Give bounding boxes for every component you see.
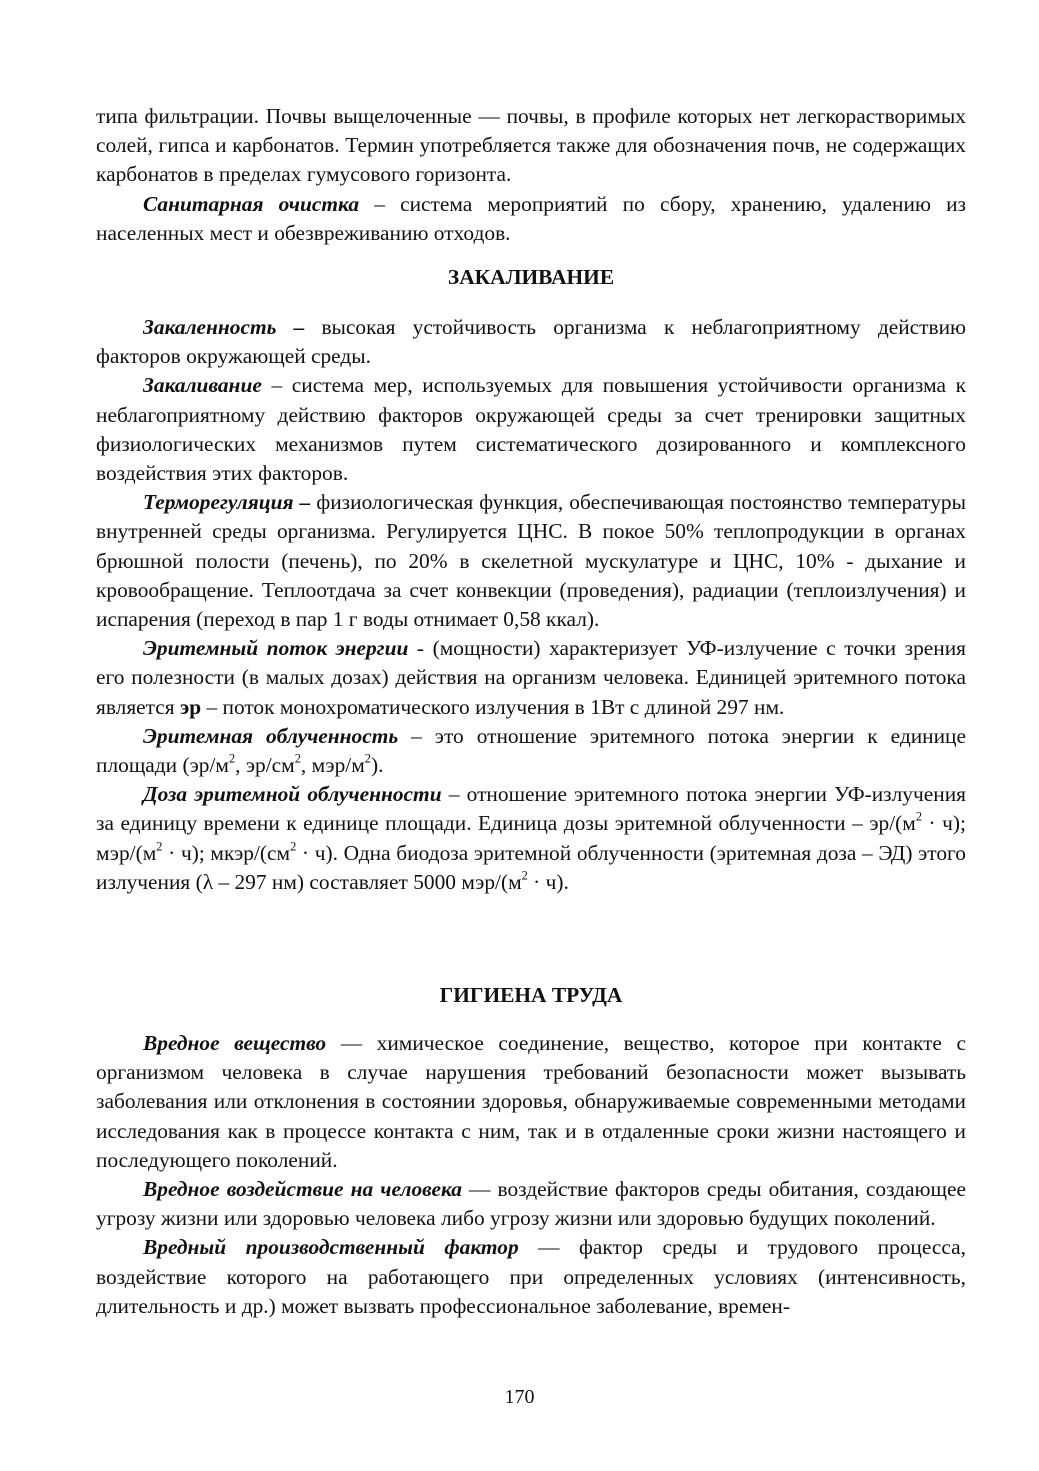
superscript: 2 [228,751,236,766]
definition-text: – отношение эритемного потока энергии УФ-излучения за единицу времени к единице площади. Единица дозы эритемной облученности – эр/(м [96,782,966,836]
definition-text: - (мощности) характеризует УФ-излучение с точки зрения его полезности (в малых дозах) действия на организм человека. Единицей эритемного потока является [96,636,966,719]
superscript: 2 [290,839,297,854]
term: Эритемный поток энергии [143,636,409,661]
definition-text: – система мероприятий по сбору, хранению, удалению из населенных мест и обезвреживанию отходов. [96,191,966,245]
definition-erythemal-irradiance [96,722,966,780]
superscript: 2 [364,751,371,766]
superscript: 2 [521,868,528,883]
definition-text: · ч). Одна биодоза эритемной облученности (эритемная доза – ЭД) этого излучения (λ – 297 нм) составляет 5000 мэр/(м [96,840,966,894]
term: Вредное воздействие на человека [143,1177,462,1202]
definition-text: · ч); мэр/(м [96,811,966,865]
definition-text: · ч). [527,869,569,894]
definition-text: – это отношение эритемного потока энергии к единице площади (эр/м [96,723,966,778]
paragraph-text: типа фильтрации. Почвы выщелоченные — почвы, в профиле которых нет легкорастворимых солей, гипса и карбонатов. Термин употребляется также для обозначения почв, не содержащих карбонатов в пределах гумусового горизонта. [96,104,966,187]
definition-thermoregulation [96,488,966,634]
definition-harmful-substance [96,1029,966,1175]
intro-block [96,102,966,248]
definition-text: · ч); мкэр/(см [162,840,291,865]
superscript: 2 [915,810,923,825]
page-number: 170 [504,1386,535,1408]
term: Санитарная очистка [143,191,360,216]
superscript: 2 [156,839,163,854]
term: Вредный производственный фактор [143,1235,519,1260]
definition-hardiness [96,313,966,371]
definition-erythemal-dose [96,780,966,897]
term: Вредное вещество [143,1031,327,1055]
term: Закаливание [143,373,262,398]
definition-text: , эр/см [235,753,295,778]
hardening-block [96,313,966,897]
section-heading-labor-hygiene: ГИГИЕНА ТРУДА [439,983,623,1007]
definition-text: – система мер, используемых для повышения устойчивости организма к неблагоприятному действию факторов окружающей среды за счет тренировки защитных физиологических механизмов путем систематического дозированного и комплексного воздействия этих факторов. [96,373,966,486]
definition-hardening [96,371,966,488]
definition-harmful-factor [96,1233,966,1321]
definition-text: — фактор среды и трудового процесса, воздействие которого на работающего при определенных условиях (интенсивность, длительность и др.) может вызвать профессиональное заболевание, времен- [96,1235,966,1318]
unit-er: эр [179,694,202,719]
definition-erythemal-flux [96,634,966,722]
section-heading-hardening: ЗАКАЛИВАНИЕ [447,265,615,289]
definition-text: физиологическая функция, обеспечивающая постоянство температуры внутренней среды организма. Регулируется ЦНС. В покое 50% теплопродукции в органах брюшной полости (печень), по 20% в скелетной мускулатуре и ЦНС, 10% - дыхание и кровообращение. Теплоотдача за счет конвекции (проведения), радиации (теплоизлучения) и испарения (переход в пар 1 г воды отнимает 0,58 ккал). [96,490,967,632]
definition-text: высокая устойчивость организма к неблагоприятному действию факторов окружающей среды. [96,315,967,369]
term: Эритемная облученность [143,723,399,748]
term: Закаленность – [143,315,305,339]
term: Терморегуляция – [143,490,311,515]
definition-text: — воздействие факторов среды обитания, создающее угрозу жизни или здоровью человека либо угрозу жизни или здоровью будущих поколений. [96,1177,966,1231]
superscript: 2 [294,751,301,766]
term: Доза эритемной облученности [143,782,442,807]
definition-harmful-effect [96,1175,966,1233]
definition-sanitary-cleaning [96,190,966,248]
definition-text: — химическое соединение, вещество, которое при контакте с организмом человека в случае нарушения требований безопасности может вызывать заболевания или отклонения в состоянии здоровья, обнаруживаемые современными методами исследования как в процессе контакта с ним, так и в отдаленные сроки жизни настоящего и последующего поколений. [96,1031,966,1172]
paragraph-leached-soils [96,102,966,190]
definition-text: ). [370,753,384,778]
labor-block [96,1029,966,1321]
definition-text: , мэр/м [300,753,365,778]
definition-text: – поток монохроматического излучения в 1Вт с длиной 297 нм. [201,694,785,719]
